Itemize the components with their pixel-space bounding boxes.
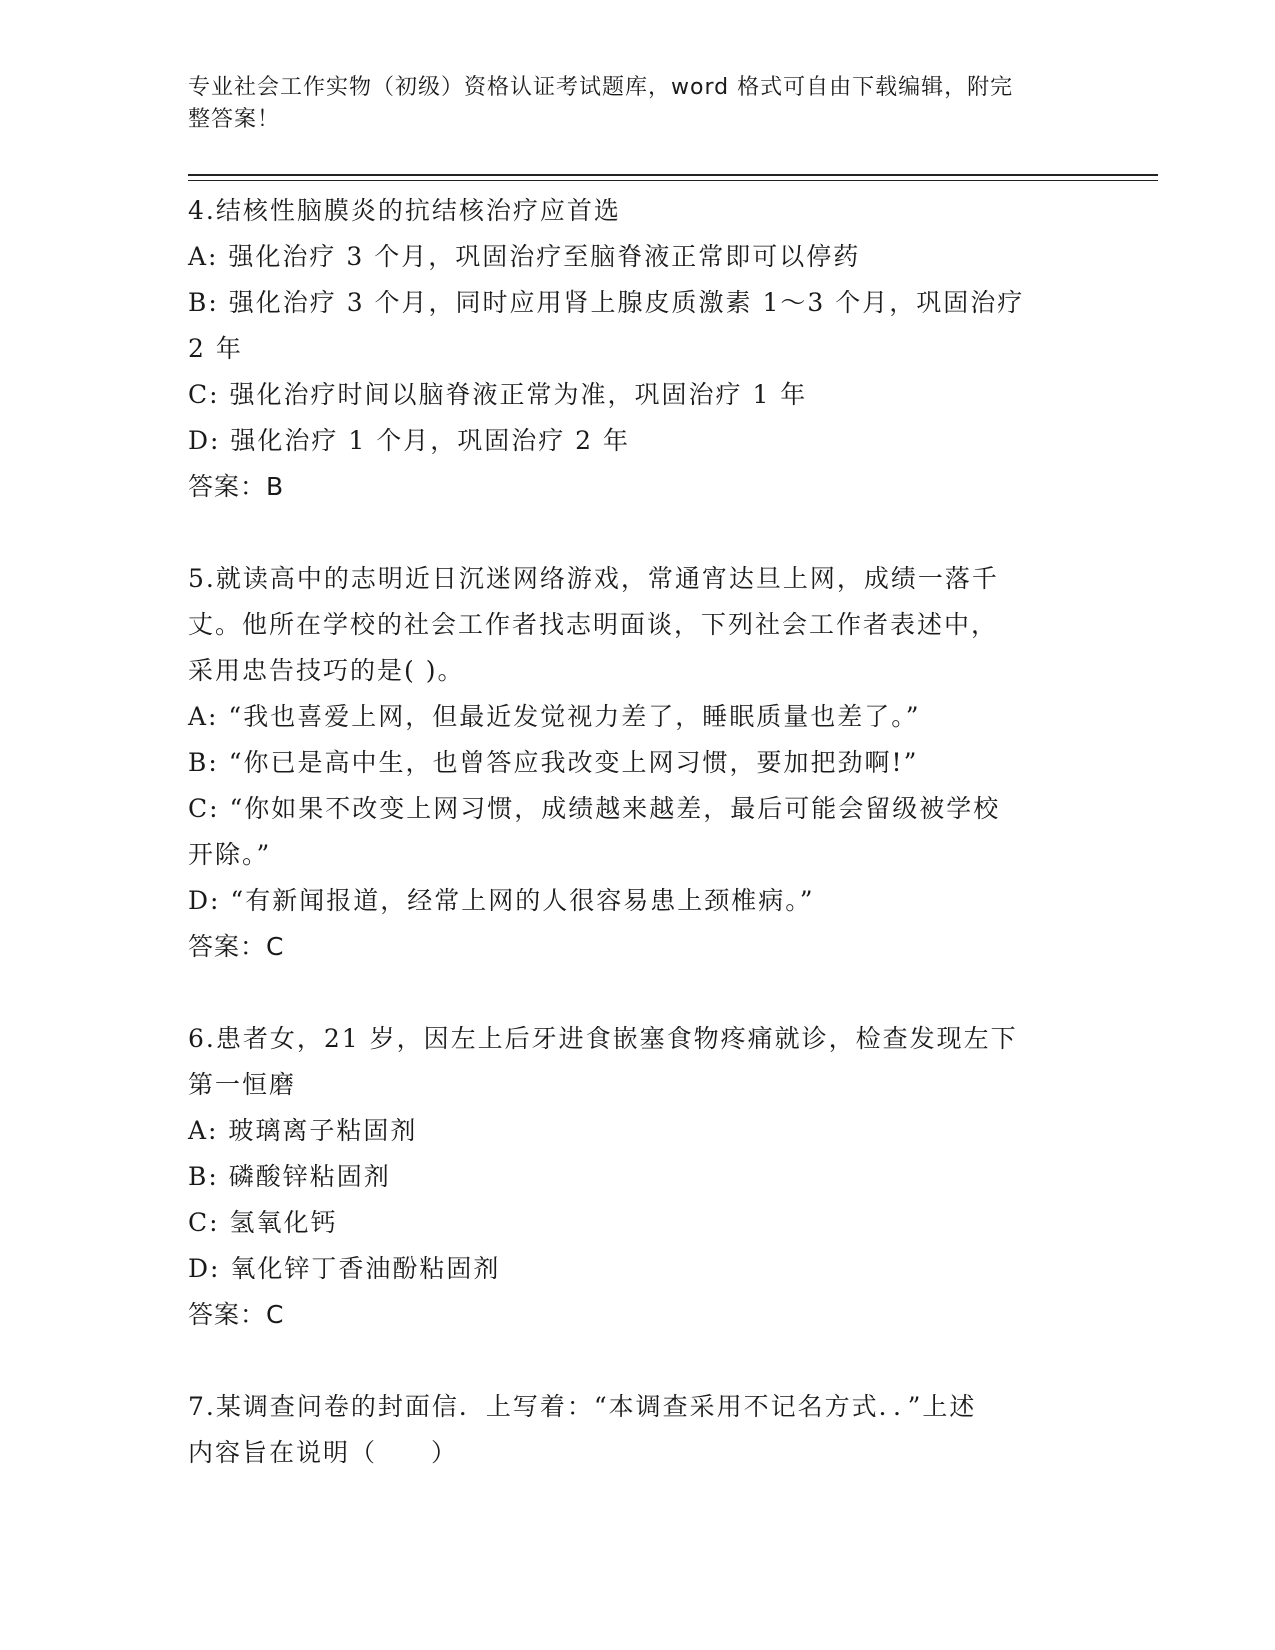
option-c-continued: 开除。” [188,840,272,869]
header-divider-thin [188,180,1158,181]
option-c: C: “你如果不改变上网习惯，成绩越来越差，最后可能会留级被学校 [188,794,1001,823]
question-stem-continued: 采用忠告技巧的是( )。 [188,656,465,685]
header-line-1: 专业社会工作实物（初级）资格认证考试题库，word 格式可自由下载编辑，附完 [188,75,1014,100]
question-stem: 7.某调查问卷的封面信．上写着：“本调查采用不记名方式．．”上述 [188,1392,977,1421]
question-6 [188,1016,1088,1338]
answer: 答案：C [188,1300,285,1329]
question-5 [188,556,1088,970]
option-a: A: 强化治疗 3 个月，巩固治疗至脑脊液正常即可以停药 [188,242,861,271]
option-d: D: 氧化锌丁香油酚粘固剂 [188,1254,501,1283]
question-stem-continued: 第一恒磨 [188,1070,297,1099]
option-c: C: 强化治疗时间以脑脊液正常为准，巩固治疗 1 年 [188,380,808,409]
option-b-continued: 2 年 [188,334,243,363]
option-d: D: 强化治疗 1 个月，巩固治疗 2 年 [188,426,631,455]
answer: 答案：C [188,932,285,961]
option-b: B: “你已是高中生，也曾答应我改变上网习惯，要加把劲啊!” [188,748,919,777]
answer: 答案：B [188,472,285,501]
question-list [188,188,1088,1522]
question-4 [188,188,1088,510]
page-header [188,72,1088,136]
option-c: C: 氢氧化钙 [188,1208,338,1237]
header-divider-thick [188,174,1158,176]
option-b: B: 磷酸锌粘固剂 [188,1162,391,1191]
option-d: D: “有新闻报道，经常上网的人很容易患上颈椎病。” [188,886,815,915]
question-stem: 4.结核性脑膜炎的抗结核治疗应首选 [188,196,621,225]
option-a: A: “我也喜爱上网，但最近发觉视力差了，睡眠质量也差了。” [188,702,921,731]
option-b: B: 强化治疗 3 个月，同时应用肾上腺皮质激素 1～3 个月，巩固治疗 [188,288,1025,317]
question-7 [188,1384,1088,1476]
question-stem: 6.患者女，21 岁，因左上后牙进食嵌塞食物疼痛就诊，检查发现左下 [188,1024,1018,1053]
question-stem-continued: 内容旨在说明（ ） [188,1438,459,1467]
question-stem-continued: 丈。他所在学校的社会工作者找志明面谈，下列社会工作者表述中， [188,610,999,639]
header-line-2: 整答案！ [188,107,281,132]
option-a: A: 玻璃离子粘固剂 [188,1116,418,1145]
question-stem: 5.就读高中的志明近日沉迷网络游戏，常通宵达旦上网，成绩一落千 [188,564,999,593]
